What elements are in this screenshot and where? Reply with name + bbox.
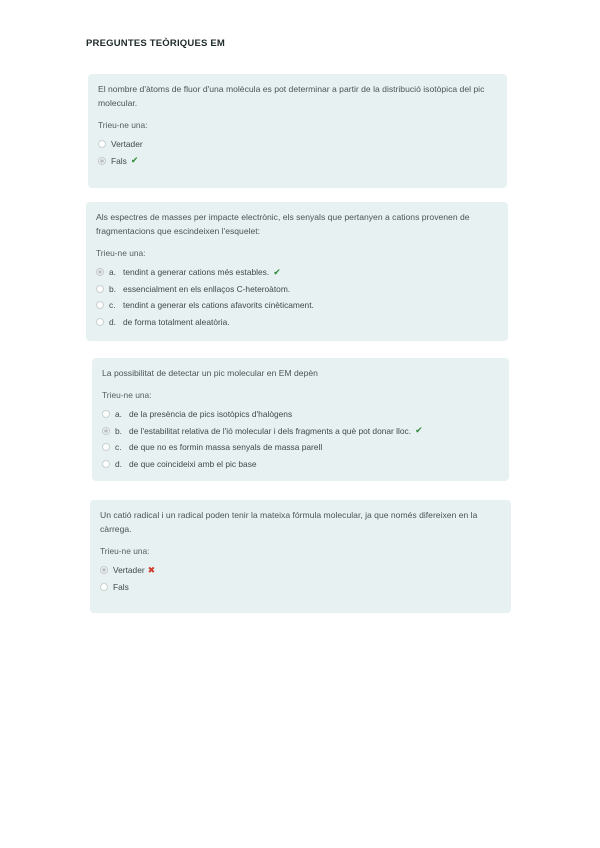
question-text: El nombre d'àtoms de fluor d'una molècula es pot determinar a partir de la distribució isotòpica del pic molecular.: [98, 84, 485, 108]
option-label: Fals: [111, 155, 127, 166]
answer-option-true[interactable]: [98, 136, 497, 153]
option-label: de forma totalment aleatòria.: [123, 316, 230, 327]
radio-button[interactable]: [96, 285, 104, 293]
answer-option-c[interactable]: [102, 439, 499, 456]
radio-button[interactable]: [96, 301, 104, 309]
answer-option-false[interactable]: [98, 153, 497, 170]
correct-check-icon: ✔: [415, 425, 423, 436]
answer-option-b[interactable]: [102, 423, 499, 440]
answer-option-true[interactable]: [100, 562, 501, 579]
option-letter: b.: [115, 425, 122, 436]
option-letter: a.: [115, 409, 122, 420]
option-letter: b.: [109, 283, 116, 294]
option-label: Vertader: [113, 565, 145, 576]
option-label: tendint a generar cations més estables.: [123, 267, 270, 278]
radio-button[interactable]: [100, 583, 108, 591]
answer-option-a[interactable]: [96, 264, 498, 281]
radio-button-selected[interactable]: [98, 157, 106, 165]
radio-button-selected[interactable]: [96, 268, 104, 276]
option-letter: d.: [115, 458, 122, 469]
question-card-2: [86, 202, 508, 341]
question-text: Als espectres de masses per impacte electrònic, els senyals que pertanyen a cations provenen de fragmentacions que escindeixen l'esquelet:: [96, 212, 470, 236]
question-card-1: [88, 74, 507, 188]
answer-prompt: Trieu-ne una:: [96, 248, 146, 258]
option-label: essencialment en els enllaços C-heteroàtom.: [123, 283, 291, 294]
question-text: Un catió radical i un radical poden tenir la mateixa fórmula molecular, ja que només difereixen en la càrrega.: [100, 510, 478, 534]
answer-option-b[interactable]: [96, 281, 498, 298]
question-card-3: [92, 358, 509, 481]
option-letter: c.: [115, 442, 122, 453]
option-label: de que coincideixi amb el pic base: [129, 458, 257, 469]
answer-option-d[interactable]: [96, 314, 498, 331]
radio-button[interactable]: [102, 460, 110, 468]
question-text: La possibilitat de detectar un pic molecular en EM depèn: [102, 368, 318, 378]
radio-button[interactable]: [98, 140, 106, 148]
option-label: de que no es formin massa senyals de massa parell: [129, 442, 323, 453]
option-letter: c.: [109, 300, 116, 311]
answer-prompt: Trieu-ne una:: [100, 546, 150, 556]
answer-option-c[interactable]: [96, 297, 498, 314]
page-title: PREGUNTES TEÒRIQUES EM: [86, 38, 226, 49]
option-label: de l'estabilitat relativa de l'ió molecular i dels fragments a què pot donar lloc.: [129, 425, 412, 436]
answer-prompt: Trieu-ne una:: [98, 120, 148, 130]
option-label: de la presència de pics isotòpics d'halògens: [129, 409, 293, 420]
option-label: Fals: [113, 581, 129, 592]
option-letter: d.: [109, 316, 116, 327]
correct-check-icon: ✔: [130, 155, 139, 166]
incorrect-cross-icon: ✖: [147, 564, 156, 575]
option-label: tendint a generar els cations afavorits cinèticament.: [123, 300, 314, 311]
answer-option-a[interactable]: [102, 406, 499, 423]
radio-button-selected[interactable]: [100, 566, 108, 574]
option-label: Vertader: [111, 139, 143, 150]
answer-prompt: Trieu-ne una:: [102, 390, 152, 400]
answer-option-d[interactable]: [102, 456, 499, 473]
radio-button[interactable]: [102, 443, 110, 451]
radio-button[interactable]: [102, 410, 110, 418]
answer-option-false[interactable]: [100, 579, 501, 596]
radio-button[interactable]: [96, 318, 104, 326]
radio-button-selected[interactable]: [102, 427, 110, 435]
correct-check-icon: ✔: [273, 266, 281, 277]
question-card-4: [90, 500, 511, 613]
option-letter: a.: [109, 267, 116, 278]
